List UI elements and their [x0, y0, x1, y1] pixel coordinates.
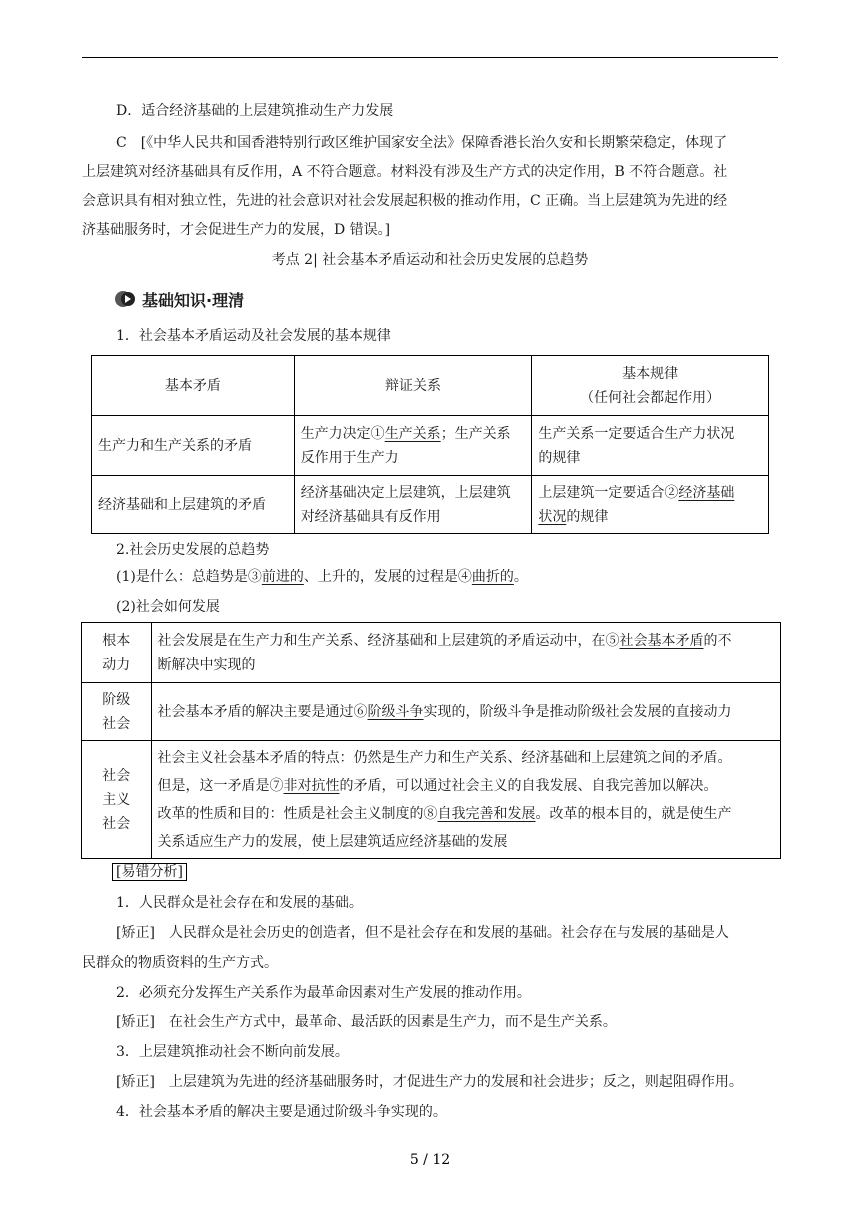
answer-line-3: 会意识具有相对独立性，先进的社会意识对社会发展起积极的推动作用，C 正确。当上层建筑为先进的经	[82, 193, 728, 209]
text: 、上升的，发展的过程是④	[303, 569, 472, 585]
cell-text: 反作用于生产力	[300, 449, 399, 466]
table-cell	[532, 476, 769, 534]
table-header-row	[92, 356, 769, 416]
table-row	[82, 623, 781, 683]
cell-text: 生产力决定①	[300, 425, 385, 442]
row-label-line: 社会	[102, 715, 131, 732]
header-cell	[532, 356, 769, 416]
error-analysis-label	[112, 862, 187, 882]
header-cell: 辩证关系	[294, 356, 532, 416]
answer-line-1: C [《中华人民共和国香港特别行政区维护国家安全法》保障香港长治久安和长期繁荣稳定，体现了	[116, 135, 728, 151]
filled-blank: 生产关系	[384, 425, 441, 442]
table-cell	[294, 476, 532, 534]
error-2: 2．必须充分发挥生产关系作为最革命因素对生产发展的推动作用。	[116, 985, 531, 1001]
table-row	[92, 416, 769, 476]
correction-1-cont: 民群众的物质资料的生产方式。	[82, 955, 278, 971]
answer-line-2: 上层建筑对经济基础具有反作用，A 不符合题意。材料没有涉及生产方式的决定作用，B 不符合题意。社	[82, 164, 728, 180]
correction-3: [矫正] 上层建筑为先进的经济基础服务时，才促进生产力的发展和社会进步；反之，则起阻碍作用。	[116, 1074, 743, 1090]
basics-heading: 基础知识·理清	[142, 290, 245, 310]
item-1: 1．社会基本矛盾运动及社会发展的基本规律	[116, 328, 391, 344]
text: (1)是什么：总趋势是③	[116, 569, 262, 585]
row-label	[82, 741, 152, 859]
text: 。	[513, 569, 528, 585]
cell-text: 上层建筑一定要适合②	[538, 484, 679, 501]
table-cell: 经济基础和上层建筑的矛盾	[92, 476, 295, 534]
basics-heading-row	[114, 287, 244, 311]
row-label-line: 阶级	[102, 691, 131, 708]
filled-blank: 状况	[538, 508, 567, 525]
section-title: 考点 2| 社会基本矛盾运动和社会历史发展的总趋势	[271, 252, 589, 268]
item-2-2: (2)社会如何发展	[116, 599, 220, 615]
page-number: 5 / 12	[409, 1152, 451, 1168]
option-d: D．适合经济基础的上层建筑推动生产力发展	[116, 103, 394, 119]
cell-text: 断解决中实现的	[157, 656, 256, 673]
row-label-line: 社会	[102, 815, 131, 832]
filled-blank: 前进的	[261, 569, 304, 585]
row-label	[82, 623, 152, 683]
row-label-line: 动力	[102, 656, 131, 673]
cell-text: 生产关系一定要适合生产力状况	[538, 425, 735, 442]
cell-text: 经济基础决定上层建筑，上层建筑	[300, 484, 511, 501]
item-2: 2.社会历史发展的总趋势	[116, 542, 270, 558]
table-cell	[532, 416, 769, 476]
filled-blank: 阶级斗争	[367, 703, 424, 720]
cell-text: 对经济基础具有反作用	[300, 508, 441, 525]
header-rule	[82, 57, 778, 58]
table-row	[82, 683, 781, 741]
development-table	[81, 622, 781, 859]
filled-blank: 非对抗性	[283, 777, 340, 794]
row-label-line: 根本	[102, 632, 131, 649]
row-label-line: 社会	[102, 767, 131, 784]
cell-text: 关系适应生产力的发展，使上层建筑适应经济基础的发展	[157, 833, 508, 850]
filled-blank: 经济基础	[678, 484, 735, 501]
table-cell	[151, 623, 781, 683]
filled-blank: 曲折的	[471, 569, 514, 585]
cell-text: 社会主义社会基本矛盾的特点：仍然是生产力和生产关系、经济基础和上层建筑之间的矛盾。	[157, 749, 732, 766]
cell-text: 但是，这一矛盾是⑦	[157, 777, 284, 794]
cell-text: 社会基本矛盾的解决主要是通过⑥	[157, 703, 368, 720]
error-4: 4．社会基本矛盾的解决主要是通过阶级斗争实现的。	[116, 1104, 447, 1120]
header-cell: 基本矛盾	[92, 356, 295, 416]
cell-text: 的不	[703, 632, 732, 649]
filled-blank: 自我完善和发展	[437, 805, 536, 822]
table-cell: 生产力和生产关系的矛盾	[92, 416, 295, 476]
correction-2: [矫正] 在社会生产方式中，最革命、最活跃的因素是生产力，而不是生产关系。	[116, 1014, 617, 1030]
contradiction-table	[91, 355, 769, 534]
answer-line-4: 济基础服务时，才会促进生产力的发展，D 错误。]	[82, 222, 391, 238]
error-3: 3．上层建筑推动社会不断向前发展。	[116, 1044, 349, 1060]
play-circle-icon	[114, 290, 136, 308]
correction-1: [矫正] 人民群众是社会历史的创造者，但不是社会存在和发展的基础。社会存在与发展的基础是人	[116, 925, 729, 941]
row-label	[82, 683, 152, 741]
table-cell	[294, 416, 532, 476]
cell-text: 改革的性质和目的：性质是社会主义制度的⑧	[157, 805, 438, 822]
row-label-line: 主义	[102, 791, 131, 808]
cell-text: 的规律	[566, 508, 609, 525]
item-2-1	[116, 567, 528, 587]
error-1: 1．人民群众是社会存在和发展的基础。	[116, 895, 363, 911]
cell-text: 实现的，阶级斗争是推动阶级社会发展的直接动力	[423, 703, 732, 720]
cell-text: 的矛盾，可以通过社会主义的自我发展、自我完善加以解决。	[339, 777, 718, 794]
error-analysis-badge: [易错分析]	[112, 863, 187, 881]
cell-text: ；生产关系	[440, 425, 511, 442]
table-row	[82, 741, 781, 859]
table-row	[92, 476, 769, 534]
cell-text: 。改革的根本目的，就是使生产	[535, 805, 732, 822]
header-cell-line: 基本规律	[622, 365, 679, 382]
filled-blank: 社会基本矛盾	[619, 632, 704, 649]
table-cell	[151, 683, 781, 741]
cell-text: 社会发展是在生产力和生产关系、经济基础和上层建筑的矛盾运动中，在⑤	[157, 632, 620, 649]
table-cell	[151, 741, 781, 859]
cell-text: 的规律	[538, 449, 581, 466]
header-cell-line: （任何社会都起作用）	[580, 389, 721, 406]
